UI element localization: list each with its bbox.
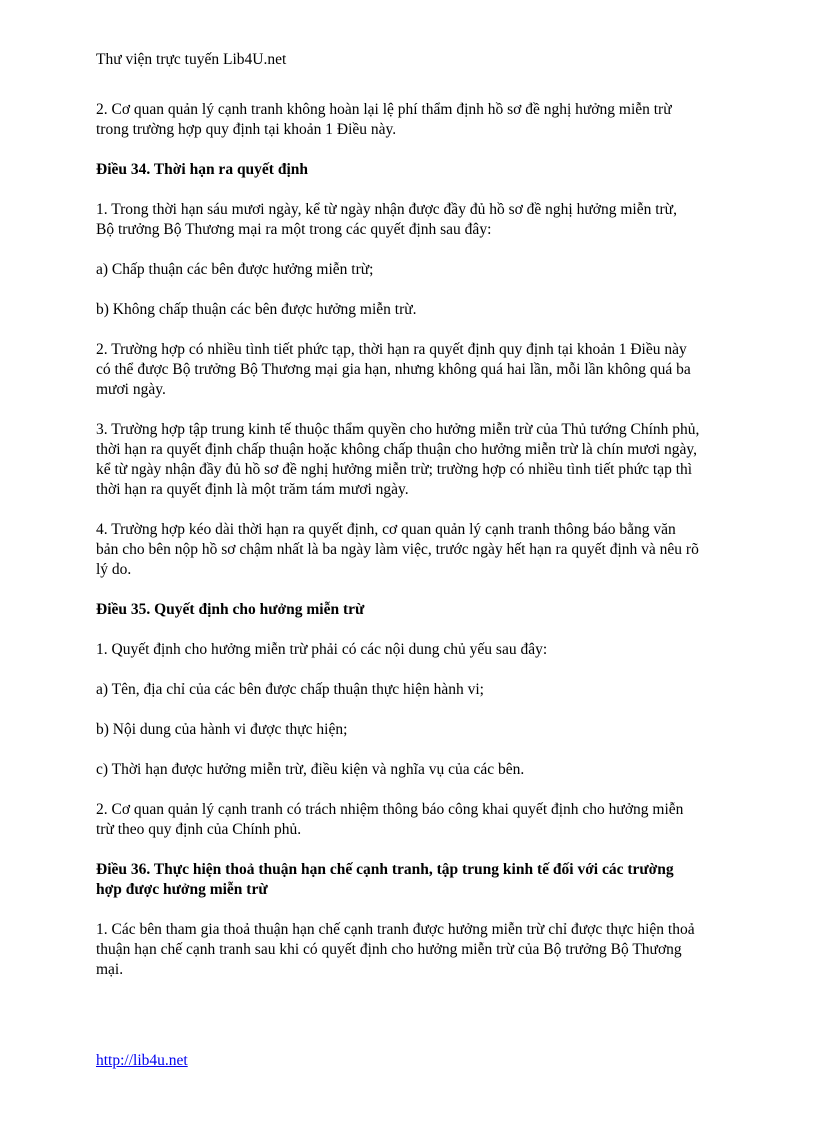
paragraph: c) Thời hạn được hưởng miễn trừ, điều kiện và nghĩa vụ của các bên. (96, 761, 525, 778)
paragraph: 2. Cơ quan quản lý cạnh tranh có trách nhiệm thông báo công khai quyết định cho hưởng miễn trừ theo quy định của Chính phủ. (96, 801, 684, 838)
article-heading-35: Điều 35. Quyết định cho hưởng miễn trừ (96, 601, 365, 618)
paragraph: 2. Cơ quan quản lý cạnh tranh không hoàn lại lệ phí thẩm định hồ sơ đề nghị hưởng miễn trừ trong trường hợp quy định tại khoản 1 Điều này. (96, 101, 672, 138)
article-heading-34: Điều 34. Thời hạn ra quyết định (96, 161, 309, 178)
footer-site-link[interactable]: http://lib4u.net (96, 1052, 188, 1069)
article-heading-36: Điều 36. Thực hiện thoả thuận hạn chế cạnh tranh, tập trung kinh tế đối với các trường hợp được hưởng miễn trừ (96, 861, 674, 898)
paragraph: b) Không chấp thuận các bên được hưởng miễn trừ. (96, 301, 417, 318)
paragraph: 4. Trường hợp kéo dài thời hạn ra quyết định, cơ quan quản lý cạnh tranh thông báo bằng văn bản cho bên nộp hồ sơ chậm nhất là ba ngày làm việc, trước ngày hết hạn ra quyết định và nêu rõ lý do. (96, 521, 699, 578)
paragraph: a) Chấp thuận các bên được hưởng miễn trừ; (96, 261, 374, 278)
running-header: Thư viện trực tuyến Lib4U.net (96, 51, 287, 68)
paragraph: b) Nội dung của hành vi được thực hiện; (96, 721, 348, 738)
paragraph: a) Tên, địa chỉ của các bên được chấp thuận thực hiện hành vi; (96, 681, 484, 698)
paragraph: 1. Quyết định cho hưởng miễn trừ phải có các nội dung chủ yếu sau đây: (96, 641, 548, 658)
paragraph: 1. Trong thời hạn sáu mươi ngày, kể từ ngày nhận được đầy đủ hồ sơ đề nghị hưởng miễn trừ, Bộ trưởng Bộ Thương mại ra một trong các quyết định sau đây: (96, 201, 677, 238)
paragraph: 2. Trường hợp có nhiều tình tiết phức tạp, thời hạn ra quyết định quy định tại khoản 1 Điều này có thể được Bộ trưởng Bộ Thương mại gia hạn, nhưng không quá hai lần, mỗi lần không quá ba mươi ngày. (96, 341, 691, 398)
paragraph: 1. Các bên tham gia thoả thuận hạn chế cạnh tranh được hưởng miễn trừ chỉ được thực hiện thoả thuận hạn chế cạnh tranh sau khi có quyết định cho hưởng miễn trừ của Bộ trưởng Bộ Thương mại. (96, 921, 695, 978)
paragraph: 3. Trường hợp tập trung kinh tế thuộc thẩm quyền cho hưởng miễn trừ của Thủ tướng Chính phủ, thời hạn ra quyết định chấp thuận hoặc không chấp thuận cho hưởng miễn trừ là chín mươi ngày, kể từ ngày nhận đầy đủ hồ sơ đề nghị hưởng miễn trừ; trường hợp có nhiều tình tiết phức tạp thì thời hạn ra quyết định là một trăm tám mươi ngày. (96, 421, 700, 498)
document-body (96, 100, 736, 1000)
